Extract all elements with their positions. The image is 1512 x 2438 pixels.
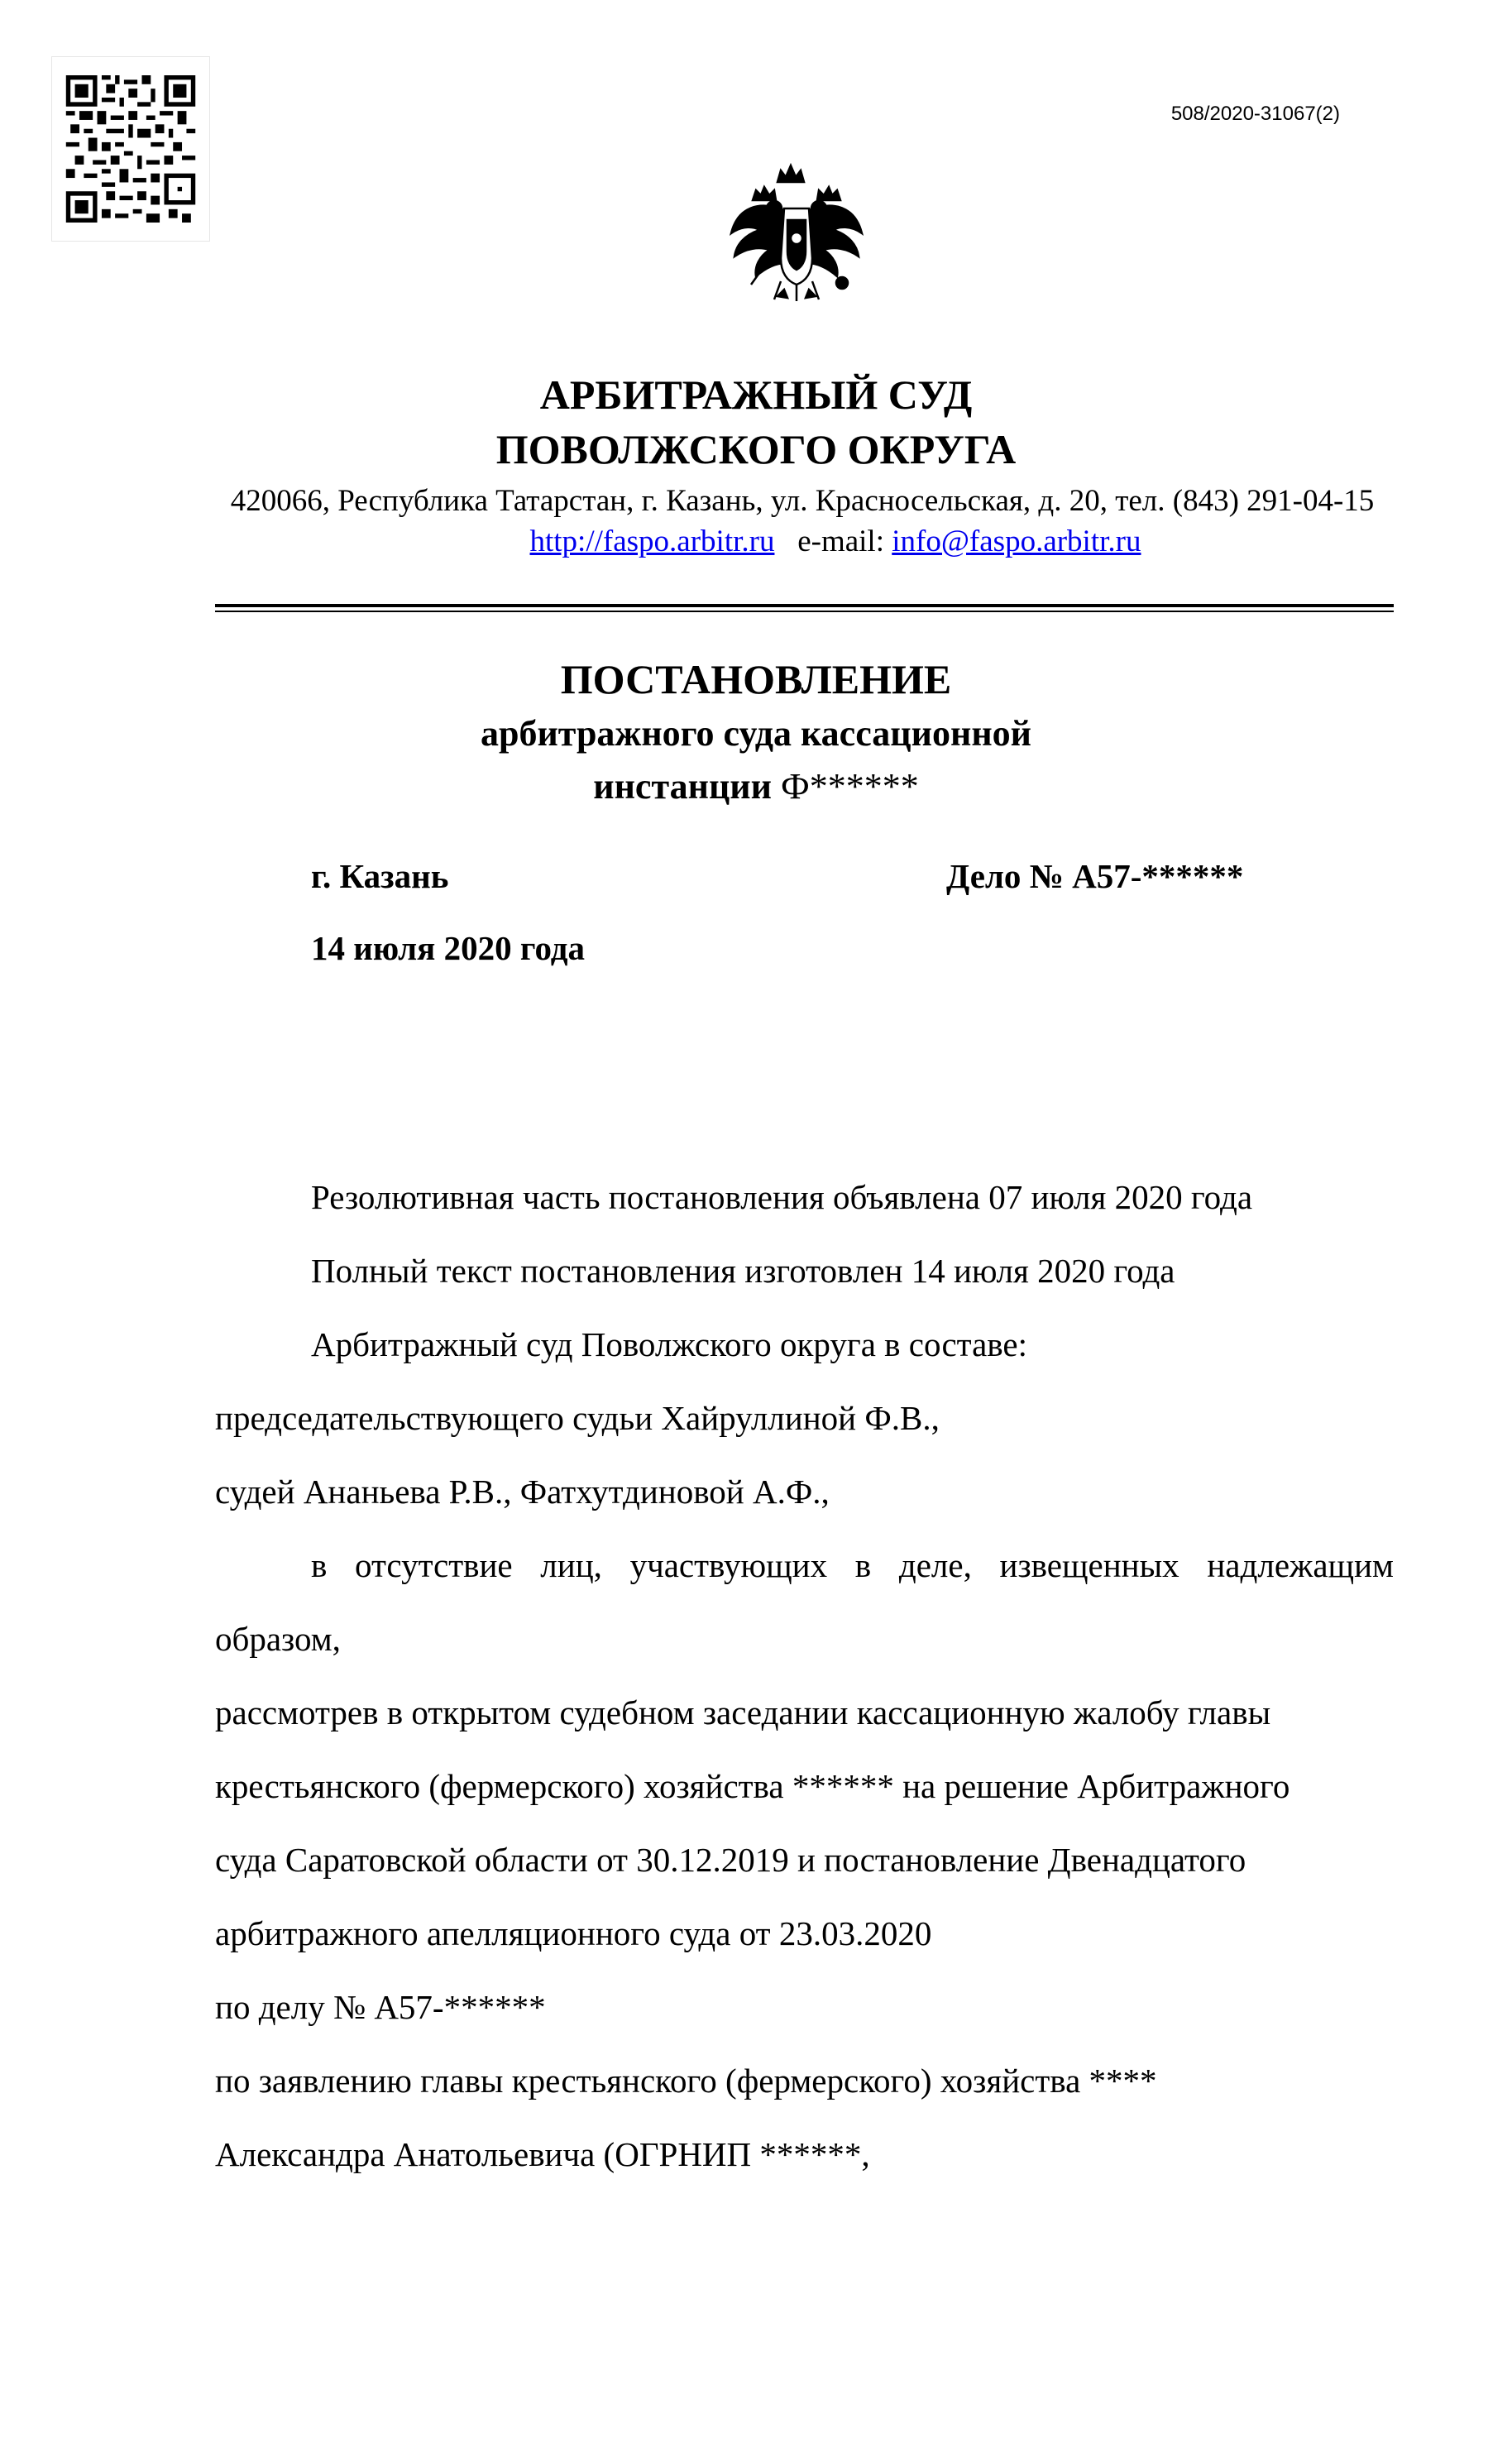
body-line-considered-4: арбитражного апелляционного суда от 23.03.2020 — [215, 1914, 932, 1952]
document-date: 14 июля 2020 года — [311, 929, 586, 967]
document-subtitle-line-1: арбитражного суда кассационной — [480, 713, 1032, 754]
coat-of-arms — [726, 159, 867, 309]
court-address: 420066, Республика Татарстан, г. Казань, ул. Красносельская, д. 20, тел. (843) 291-04-15 — [230, 484, 1375, 518]
document-subtitle-line-2 — [0, 765, 1512, 807]
body-line-case: по делу № А57-****** — [215, 1988, 546, 2026]
document-place: г. Казань — [311, 857, 449, 895]
email-label: e-mail: — [797, 524, 884, 558]
document-body — [215, 1161, 1394, 2191]
body-line-full-text: Полный текст постановления изготовлен 14 июля 2020 года — [311, 1252, 1175, 1290]
coat-of-arms-icon — [726, 159, 867, 304]
body-line-court-composition: Арбитражный суд Поволжского округа в составе: — [311, 1325, 1027, 1363]
body-line-application-1: по заявлению главы крестьянского (фермерского) хозяйства **** — [215, 2062, 1157, 2100]
qr-code-icon — [65, 75, 196, 223]
court-website-link[interactable]: http://faspo.arbitr.ru — [529, 524, 775, 558]
court-email-link[interactable]: info@faspo.arbitr.ru — [892, 524, 1141, 558]
header-divider-thin — [215, 611, 1394, 612]
court-contacts — [273, 524, 1398, 559]
document-reference: 508/2020-31067(2) — [1170, 103, 1340, 125]
case-number: Дело № А57-****** — [946, 857, 1244, 895]
body-line-considered-2: крестьянского (фермерского) хозяйства ****** на решение Арбитражного — [215, 1767, 1290, 1805]
body-line-announcement: Резолютивная часть постановления объявлена 07 июля 2020 года — [311, 1178, 1253, 1216]
body-line-absence: в отсутствие лиц, участвующих в деле, извещенных надлежащим — [311, 1546, 1394, 1584]
court-name-line-1: АРБИТРАЖНЫЙ СУД — [539, 371, 973, 418]
court-name-line-2: ПОВОЛЖСКОГО ОКРУГА — [495, 426, 1017, 472]
body-line-absence-cont: образом, — [215, 1620, 341, 1658]
body-line-considered-3: суда Саратовской области от 30.12.2019 и постановление Двенадцатого — [215, 1841, 1246, 1879]
qr-code — [51, 56, 210, 242]
body-line-considered-1: рассмотрев в открытом судебном заседании кассационную жалобу главы — [215, 1693, 1271, 1732]
document-title: ПОСТАНОВЛЕНИЕ — [560, 656, 952, 702]
document-subtitle-instance: инстанции — [593, 766, 773, 807]
body-line-judges: судей Ананьева Р.В., Фатхутдиновой А.Ф., — [215, 1473, 830, 1511]
body-line-presiding-judge: председательствующего судьи Хайруллиной Ф.В., — [215, 1399, 940, 1437]
document-subtitle-suffix: Ф****** — [781, 766, 919, 807]
body-line-application-2: Александра Анатольевича (ОГРНИП ******, — [215, 2135, 870, 2173]
header-divider-thick — [215, 604, 1394, 607]
